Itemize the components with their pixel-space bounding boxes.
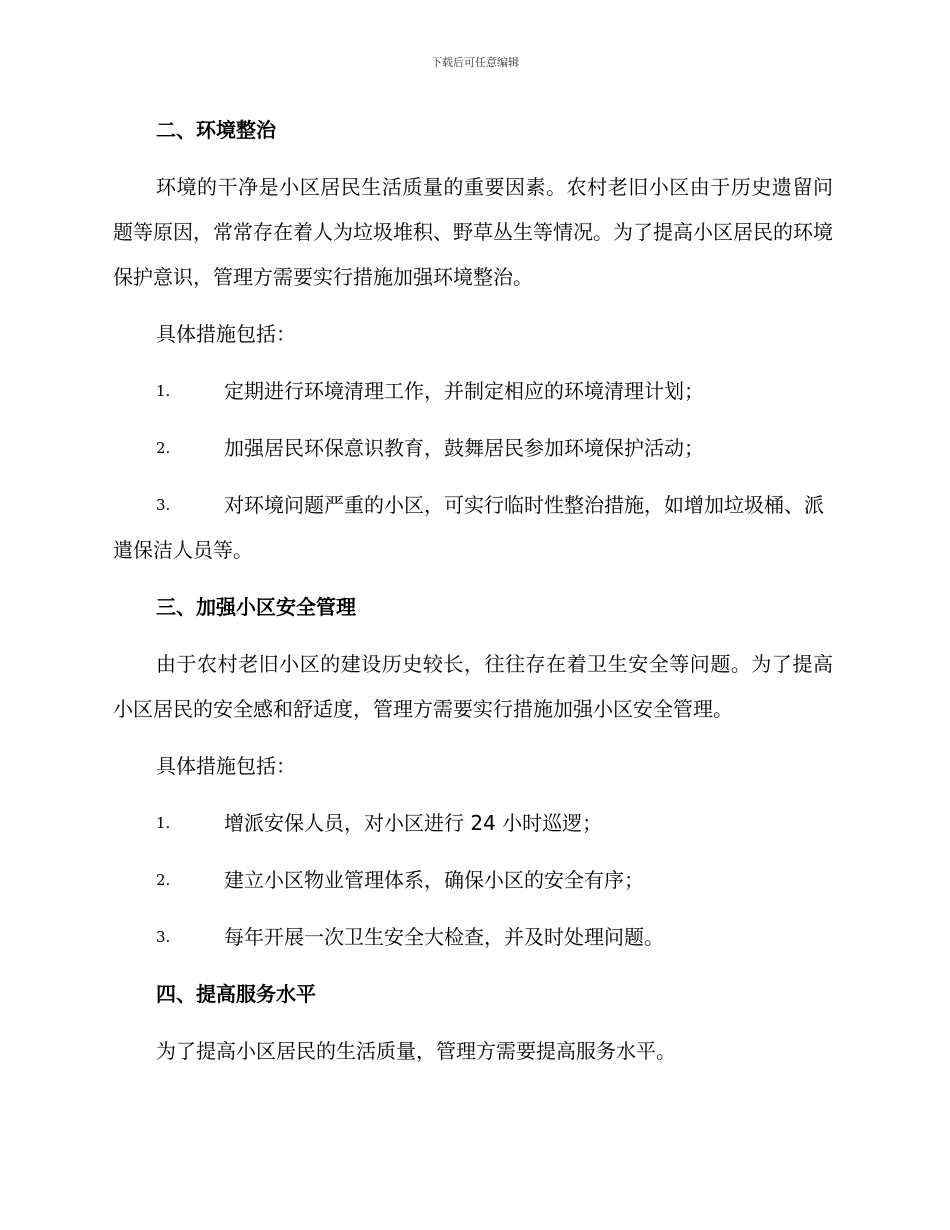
section-heading: 四、提高服务水平 <box>156 982 316 1006</box>
list-item-number: 1. <box>156 382 171 400</box>
list-item-text: 每年开展一次卫生安全大检查，并及时处理问题。 <box>224 925 664 949</box>
section-intro-paragraph: 由于农村老旧小区的建设历史较长，往往存在着卫生安全等问题。为了提高小区居民的安全感和舒适度，管理方需要实行措施加强小区安全管理。 <box>113 652 833 721</box>
section-intro-paragraph: 为了提高小区居民的生活质量，管理方需要提高服务水平。 <box>156 1039 676 1063</box>
measures-label: 具体措施包括： <box>156 322 296 346</box>
list-item-text: 加强居民环保意识教育，鼓舞居民参加环境保护活动； <box>224 436 704 460</box>
list-item <box>113 915 833 960</box>
list-item <box>113 369 833 414</box>
list-item <box>113 858 833 903</box>
page-header: 下载后可任意编辑 <box>431 56 519 69</box>
list-item-number: 3. <box>156 928 171 946</box>
list-item-text: 定期进行环境清理工作，并制定相应的环境清理计划； <box>224 379 704 403</box>
section-intro-paragraph: 环境的干净是小区居民生活质量的重要因素。农村老旧小区由于历史遗留问题等原因，常常存在着人为垃圾堆积、野草丛生等情况。为了提高小区居民的环境保护意识，管理方需要实行措施加强环境整治。 <box>113 175 833 289</box>
section-heading: 二、环境整治 <box>156 118 276 142</box>
list-item <box>113 801 833 846</box>
section-heading: 三、加强小区安全管理 <box>156 595 356 619</box>
section-service-level <box>113 972 833 1074</box>
list-item-text: 增派安保人员，对小区进行 24 小时巡逻； <box>224 811 603 835</box>
list-item-number: 2. <box>156 439 171 457</box>
list-item-number: 1. <box>156 814 171 832</box>
list-item <box>113 483 833 573</box>
document-body <box>113 108 833 1086</box>
list-item-number: 2. <box>156 871 171 889</box>
measures-label: 具体措施包括： <box>156 754 296 778</box>
list-item-text: 建立小区物业管理体系，确保小区的安全有序； <box>224 868 644 892</box>
list-item-text: 对环境问题严重的小区，可实行临时性整治措施，如增加垃圾桶、派遣保洁人员等。 <box>113 493 824 562</box>
section-safety-management <box>113 585 833 960</box>
section-environment <box>113 108 833 573</box>
list-item-number: 3. <box>156 496 171 514</box>
list-item <box>113 426 833 471</box>
